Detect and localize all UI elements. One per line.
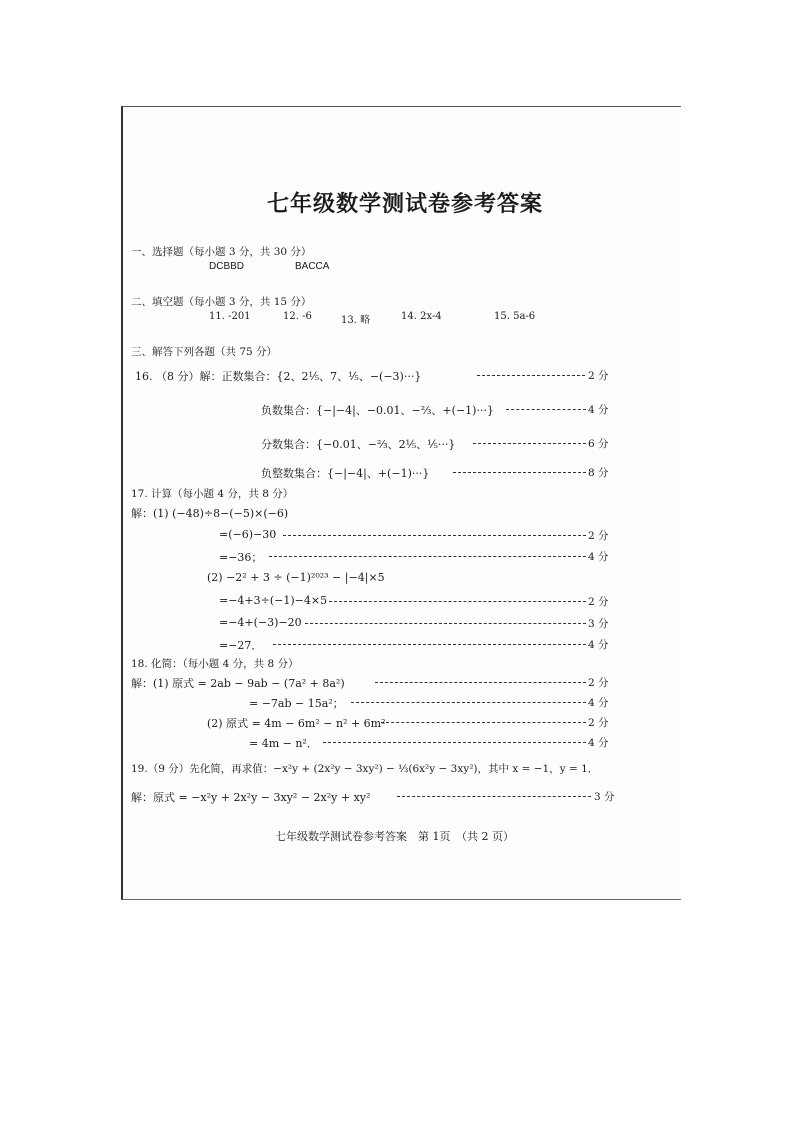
section1-answers-b: BACCA: [295, 261, 330, 272]
q18-points-3: 2 分: [588, 717, 609, 729]
q16-points-3: 6 分: [588, 438, 609, 450]
q18-points-1: 2 分: [588, 677, 609, 689]
page-footer: 七年级数学测试卷参考答案 第 1页 （共 2 页）: [275, 830, 514, 843]
q16-negative-set: {−|−4|、−0.01、−⅔、+(−1)···}: [316, 404, 494, 417]
q16-points-4: 8 分: [588, 467, 609, 479]
q19-solution: 解：原式 = −x²y + 2x²y − 3xy² − 2x²y + xy²: [131, 791, 371, 804]
fill-answer-13: 13. 略: [341, 315, 371, 326]
answer-sheet: [121, 106, 681, 900]
q18-part1: 解：(1) 原式 = 2ab − 9ab − (7a² + 8a²): [131, 677, 345, 690]
section3-header: 三、解答下列各题（共 75 分）: [131, 346, 278, 358]
page-title: 七年级数学测试卷参考答案: [267, 191, 544, 217]
q16-neg-int-label: 负整数集合：: [261, 467, 327, 480]
q16-neg-int-set: {−|−4|、+(−1)···}: [327, 467, 430, 480]
q16-row-positive: [135, 368, 421, 384]
fill-answer-12: 12. -6: [283, 311, 312, 322]
q18-points-2: 4 分: [588, 697, 609, 709]
q17-p1-step2: =−36；: [219, 551, 263, 564]
q18-header: 18. 化简：（每小题 4 分，共 8 分）: [131, 658, 299, 670]
fill-answer-14: 14. 2x-4: [401, 311, 442, 322]
fill-answer-11: 11. -201: [209, 311, 251, 322]
q16-row-negative: [261, 402, 494, 418]
q16-points-2: 4 分: [588, 404, 609, 416]
q17-points-5: 4 分: [588, 639, 609, 651]
q17-points-2: 4 分: [588, 551, 609, 563]
q16-row-fraction: [261, 436, 455, 452]
q16-row-neg-int: [261, 465, 429, 481]
q18-p2-step1: = 4m − n²．: [249, 737, 318, 750]
section1-answers-a: DCBBD: [209, 261, 245, 272]
q16-negative-label: 负数集合：: [261, 404, 316, 417]
section1-header: 一、选择题（每小题 3 分，共 30 分）: [131, 246, 312, 258]
q17-points-4: 3 分: [588, 618, 609, 630]
q18-part2: (2) 原式 = 4m − 6m² − n² + 6m²: [207, 717, 386, 730]
section2-header: 二、填空题（每小题 3 分，共 15 分）: [131, 296, 312, 308]
q19-header: 19.（9 分）先化简，再求值：−x²y + (2x²y − 3xy²) − ⅓(6x²y − 3xy²)，其中 x = −1，y = 1．: [131, 763, 599, 775]
q17-header: 17. 计算（每小题 4 分，共 8 分）: [131, 488, 294, 500]
q17-p1-step1: =(−6)−30: [219, 528, 277, 541]
fill-answer-15: 15. 5a-6: [494, 311, 536, 322]
q16-fraction-label: 分数集合：: [261, 438, 316, 451]
q16-positive-set: {2、2⅕、7、⅕、−(−3)···}: [276, 370, 422, 383]
q16-points-1: 2 分: [588, 370, 609, 382]
q18-points-4: 4 分: [588, 737, 609, 749]
q17-points-1: 2 分: [588, 530, 609, 542]
q17-points-3: 2 分: [588, 596, 609, 608]
q17-p2-step3: =−27．: [219, 639, 263, 652]
q17-p2-step2: =−4+(−3)−20: [219, 616, 302, 629]
q19-points-1: 3 分: [594, 791, 615, 803]
q16-fraction-set: {−0.01、−⅔、2⅕、⅕···}: [316, 438, 456, 451]
q17-part2: (2) −2² + 3 ÷ (−1)²⁰²³ − |−4|×5: [207, 571, 385, 584]
q18-p1-step1: = −7ab − 15a²；: [249, 697, 344, 710]
q17-p2-step1: =−4+3÷(−1)−4×5: [219, 594, 328, 607]
q17-part1: 解：(1) (−48)÷8−(−5)×(−6): [131, 507, 289, 520]
q16-lead: 16. （8 分）解：正数集合：: [135, 370, 277, 383]
